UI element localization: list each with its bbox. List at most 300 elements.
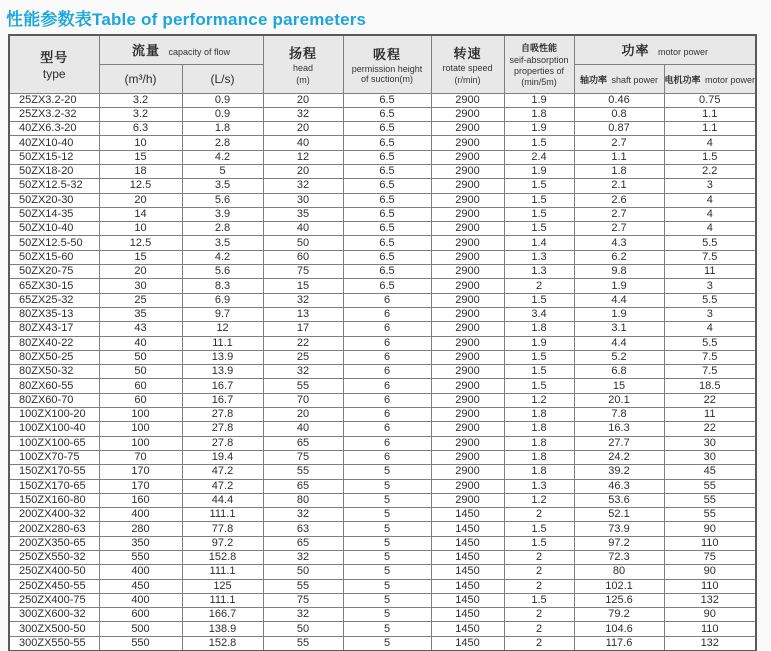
cell-model-type: 80ZX43-17 <box>9 322 99 336</box>
table-row <box>9 250 756 264</box>
cell-self-absorption: 1.4 <box>504 236 574 250</box>
header-flow-group <box>99 35 263 64</box>
cell-flow-ls: 5 <box>182 164 263 178</box>
cell-suction-height: 6.5 <box>343 93 431 107</box>
table-row <box>9 479 756 493</box>
cell-shaft-power: 20.1 <box>574 393 664 407</box>
cell-model-type: 40ZX6.3-20 <box>9 122 99 136</box>
cell-motor-power: 55 <box>664 508 756 522</box>
cell-flow-m3h: 30 <box>99 279 182 293</box>
cell-flow-ls: 27.8 <box>182 408 263 422</box>
cell-shaft-power: 16.3 <box>574 422 664 436</box>
cell-self-absorption: 1.9 <box>504 164 574 178</box>
cell-flow-ls: 27.8 <box>182 422 263 436</box>
header-power-zh: 功率 <box>621 42 650 58</box>
cell-motor-power: 4 <box>664 136 756 150</box>
cell-flow-ls: 166.7 <box>182 608 263 622</box>
cell-suction-height: 6 <box>343 350 431 364</box>
table-row <box>9 150 756 164</box>
cell-rotate-speed: 1450 <box>431 622 504 636</box>
cell-model-type: 80ZX60-70 <box>9 393 99 407</box>
cell-flow-m3h: 10 <box>99 136 182 150</box>
cell-model-type: 50ZX12.5-50 <box>9 236 99 250</box>
table-row <box>9 379 756 393</box>
cell-flow-ls: 5.6 <box>182 193 263 207</box>
cell-flow-ls: 16.7 <box>182 379 263 393</box>
table-row <box>9 636 756 651</box>
cell-rotate-speed: 1450 <box>431 551 504 565</box>
cell-self-absorption: 2 <box>504 622 574 636</box>
cell-suction-height: 5 <box>343 622 431 636</box>
cell-motor-power: 3 <box>664 279 756 293</box>
cell-flow-ls: 77.8 <box>182 522 263 536</box>
cell-suction-height: 5 <box>343 593 431 607</box>
cell-model-type: 65ZX30-15 <box>9 279 99 293</box>
cell-rotate-speed: 2900 <box>431 450 504 464</box>
cell-model-type: 50ZX20-75 <box>9 265 99 279</box>
cell-shaft-power: 0.46 <box>574 93 664 107</box>
cell-rotate-speed: 2900 <box>431 250 504 264</box>
cell-model-type: 100ZX70-75 <box>9 450 99 464</box>
table-row <box>9 465 756 479</box>
cell-self-absorption: 1.8 <box>504 107 574 121</box>
cell-motor-power: 90 <box>664 522 756 536</box>
cell-rotate-speed: 2900 <box>431 322 504 336</box>
cell-suction-height: 6 <box>343 365 431 379</box>
table-row <box>9 107 756 121</box>
cell-head: 22 <box>263 336 343 350</box>
cell-shaft-power: 3.1 <box>574 322 664 336</box>
header-flow-m3h: (m³/h) <box>99 64 182 93</box>
cell-suction-height: 6.5 <box>343 122 431 136</box>
cell-motor-power: 7.5 <box>664 350 756 364</box>
cell-flow-m3h: 100 <box>99 422 182 436</box>
cell-suction-height: 5 <box>343 536 431 550</box>
cell-model-type: 40ZX10-40 <box>9 136 99 150</box>
cell-self-absorption: 2 <box>504 579 574 593</box>
cell-motor-power: 4 <box>664 193 756 207</box>
cell-flow-ls: 19.4 <box>182 450 263 464</box>
cell-shaft-power: 24.2 <box>574 450 664 464</box>
cell-shaft-power: 79.2 <box>574 608 664 622</box>
cell-motor-power: 4 <box>664 322 756 336</box>
cell-suction-height: 6.5 <box>343 222 431 236</box>
cell-flow-ls: 13.9 <box>182 350 263 364</box>
header-flow-en: capacity of flow <box>168 46 230 57</box>
table-row <box>9 93 756 107</box>
cell-flow-m3h: 170 <box>99 479 182 493</box>
cell-flow-ls: 47.2 <box>182 465 263 479</box>
cell-suction-height: 6 <box>343 379 431 393</box>
cell-shaft-power: 4.4 <box>574 293 664 307</box>
cell-flow-m3h: 15 <box>99 250 182 264</box>
cell-motor-power: 1.5 <box>664 150 756 164</box>
cell-self-absorption: 1.3 <box>504 479 574 493</box>
cell-rotate-speed: 1450 <box>431 608 504 622</box>
cell-suction-height: 5 <box>343 508 431 522</box>
cell-shaft-power: 27.7 <box>574 436 664 450</box>
cell-self-absorption: 3.4 <box>504 307 574 321</box>
cell-suction-height: 6.5 <box>343 207 431 221</box>
cell-self-absorption: 2 <box>504 565 574 579</box>
cell-flow-m3h: 600 <box>99 608 182 622</box>
table-row <box>9 350 756 364</box>
cell-rotate-speed: 2900 <box>431 436 504 450</box>
cell-flow-ls: 27.8 <box>182 436 263 450</box>
cell-rotate-speed: 1450 <box>431 508 504 522</box>
cell-model-type: 50ZX20-30 <box>9 193 99 207</box>
cell-motor-power: 4 <box>664 207 756 221</box>
cell-flow-m3h: 6.3 <box>99 122 182 136</box>
cell-model-type: 25ZX3.2-32 <box>9 107 99 121</box>
cell-head: 13 <box>263 307 343 321</box>
cell-head: 55 <box>263 636 343 651</box>
cell-rotate-speed: 2900 <box>431 350 504 364</box>
table-row <box>9 122 756 136</box>
cell-shaft-power: 0.8 <box>574 107 664 121</box>
cell-suction-height: 5 <box>343 551 431 565</box>
cell-head: 32 <box>263 551 343 565</box>
cell-suction-height: 6.5 <box>343 265 431 279</box>
cell-suction-height: 5 <box>343 479 431 493</box>
cell-suction-height: 5 <box>343 565 431 579</box>
cell-shaft-power: 2.7 <box>574 136 664 150</box>
cell-suction-height: 6.5 <box>343 150 431 164</box>
cell-suction-height: 5 <box>343 608 431 622</box>
cell-model-type: 100ZX100-65 <box>9 436 99 450</box>
cell-motor-power: 30 <box>664 450 756 464</box>
cell-head: 40 <box>263 422 343 436</box>
header-speed-en: rotate speed <box>442 63 493 74</box>
cell-model-type: 200ZX400-32 <box>9 508 99 522</box>
header-motor-power <box>664 64 756 93</box>
cell-motor-power: 11 <box>664 408 756 422</box>
cell-head: 75 <box>263 265 343 279</box>
header-head-unit: (m) <box>296 74 310 85</box>
cell-shaft-power: 53.6 <box>574 493 664 507</box>
cell-self-absorption: 1.8 <box>504 408 574 422</box>
cell-model-type: 80ZX35-13 <box>9 307 99 321</box>
cell-suction-height: 6.5 <box>343 179 431 193</box>
header-flow-zh: 流量 <box>132 42 161 58</box>
cell-motor-power: 2.2 <box>664 164 756 178</box>
cell-suction-height: 6.5 <box>343 236 431 250</box>
cell-head: 20 <box>263 408 343 422</box>
cell-flow-ls: 4.2 <box>182 250 263 264</box>
cell-shaft-power: 52.1 <box>574 508 664 522</box>
cell-shaft-power: 0.87 <box>574 122 664 136</box>
cell-head: 55 <box>263 465 343 479</box>
cell-head: 20 <box>263 122 343 136</box>
table-row <box>9 336 756 350</box>
table-row <box>9 408 756 422</box>
cell-flow-ls: 97.2 <box>182 536 263 550</box>
header-type <box>9 35 99 93</box>
cell-motor-power: 0.75 <box>664 93 756 107</box>
cell-model-type: 25ZX3.2-20 <box>9 93 99 107</box>
table-row <box>9 193 756 207</box>
cell-suction-height: 6 <box>343 307 431 321</box>
cell-flow-ls: 11.1 <box>182 336 263 350</box>
cell-self-absorption: 2 <box>504 508 574 522</box>
table-row <box>9 164 756 178</box>
cell-head: 65 <box>263 536 343 550</box>
cell-suction-height: 6.5 <box>343 164 431 178</box>
cell-flow-ls: 9.7 <box>182 307 263 321</box>
cell-flow-ls: 16.7 <box>182 393 263 407</box>
cell-head: 35 <box>263 207 343 221</box>
cell-flow-ls: 5.6 <box>182 265 263 279</box>
cell-rotate-speed: 2900 <box>431 293 504 307</box>
cell-flow-m3h: 400 <box>99 565 182 579</box>
cell-shaft-power: 2.7 <box>574 222 664 236</box>
cell-rotate-speed: 2900 <box>431 150 504 164</box>
cell-model-type: 50ZX10-40 <box>9 222 99 236</box>
cell-flow-ls: 0.9 <box>182 93 263 107</box>
cell-shaft-power: 72.3 <box>574 551 664 565</box>
cell-flow-m3h: 50 <box>99 365 182 379</box>
cell-flow-ls: 111.1 <box>182 565 263 579</box>
cell-flow-ls: 152.8 <box>182 551 263 565</box>
cell-motor-power: 18.5 <box>664 379 756 393</box>
cell-flow-ls: 47.2 <box>182 479 263 493</box>
cell-head: 32 <box>263 179 343 193</box>
cell-self-absorption: 1.5 <box>504 379 574 393</box>
cell-motor-power: 110 <box>664 536 756 550</box>
cell-shaft-power: 7.8 <box>574 408 664 422</box>
cell-flow-ls: 3.5 <box>182 179 263 193</box>
table-row <box>9 265 756 279</box>
cell-shaft-power: 1.8 <box>574 164 664 178</box>
cell-model-type: 200ZX350-65 <box>9 536 99 550</box>
cell-suction-height: 6.5 <box>343 107 431 121</box>
cell-flow-ls: 8.3 <box>182 279 263 293</box>
header-suction-en: permission height of suction(m) <box>351 63 423 85</box>
cell-rotate-speed: 1450 <box>431 579 504 593</box>
cell-flow-m3h: 60 <box>99 393 182 407</box>
cell-flow-m3h: 70 <box>99 450 182 464</box>
cell-self-absorption: 1.5 <box>504 136 574 150</box>
table-row <box>9 608 756 622</box>
cell-shaft-power: 117.6 <box>574 636 664 651</box>
cell-self-absorption: 1.5 <box>504 536 574 550</box>
header-self-absorption <box>504 35 574 93</box>
table-row <box>9 279 756 293</box>
cell-suction-height: 6.5 <box>343 279 431 293</box>
cell-rotate-speed: 2900 <box>431 307 504 321</box>
cell-flow-m3h: 500 <box>99 622 182 636</box>
cell-self-absorption: 2 <box>504 551 574 565</box>
cell-self-absorption: 1.8 <box>504 450 574 464</box>
cell-flow-m3h: 10 <box>99 222 182 236</box>
cell-rotate-speed: 2900 <box>431 393 504 407</box>
cell-suction-height: 5 <box>343 636 431 651</box>
table-row <box>9 436 756 450</box>
cell-rotate-speed: 2900 <box>431 493 504 507</box>
cell-suction-height: 6 <box>343 450 431 464</box>
cell-head: 50 <box>263 565 343 579</box>
cell-suction-height: 6.5 <box>343 193 431 207</box>
cell-head: 32 <box>263 107 343 121</box>
cell-model-type: 300ZX550-55 <box>9 636 99 651</box>
cell-suction-height: 6 <box>343 336 431 350</box>
cell-head: 32 <box>263 608 343 622</box>
cell-flow-m3h: 550 <box>99 551 182 565</box>
cell-model-type: 65ZX25-32 <box>9 293 99 307</box>
cell-model-type: 250ZX550-32 <box>9 551 99 565</box>
cell-shaft-power: 1.9 <box>574 307 664 321</box>
cell-rotate-speed: 2900 <box>431 207 504 221</box>
cell-suction-height: 6 <box>343 422 431 436</box>
cell-head: 50 <box>263 622 343 636</box>
cell-rotate-speed: 2900 <box>431 379 504 393</box>
cell-self-absorption: 1.9 <box>504 336 574 350</box>
cell-model-type: 50ZX14-35 <box>9 207 99 221</box>
cell-model-type: 100ZX100-20 <box>9 408 99 422</box>
cell-flow-ls: 6.9 <box>182 293 263 307</box>
cell-flow-m3h: 100 <box>99 436 182 450</box>
cell-self-absorption: 1.2 <box>504 393 574 407</box>
cell-shaft-power: 9.8 <box>574 265 664 279</box>
cell-head: 60 <box>263 250 343 264</box>
cell-flow-m3h: 18 <box>99 164 182 178</box>
cell-model-type: 150ZX160-80 <box>9 493 99 507</box>
cell-head: 32 <box>263 293 343 307</box>
cell-motor-power: 90 <box>664 565 756 579</box>
cell-motor-power: 7.5 <box>664 365 756 379</box>
cell-shaft-power: 6.2 <box>574 250 664 264</box>
cell-flow-m3h: 3.2 <box>99 93 182 107</box>
cell-head: 55 <box>263 379 343 393</box>
cell-rotate-speed: 2900 <box>431 122 504 136</box>
cell-flow-ls: 125 <box>182 579 263 593</box>
cell-suction-height: 5 <box>343 579 431 593</box>
cell-suction-height: 6 <box>343 393 431 407</box>
cell-self-absorption: 1.5 <box>504 207 574 221</box>
cell-suction-height: 6 <box>343 408 431 422</box>
cell-head: 15 <box>263 279 343 293</box>
cell-motor-power: 1.1 <box>664 107 756 121</box>
cell-head: 70 <box>263 393 343 407</box>
cell-motor-power: 55 <box>664 493 756 507</box>
cell-model-type: 50ZX12.5-32 <box>9 179 99 193</box>
header-power-en: motor power <box>657 46 708 57</box>
cell-head: 32 <box>263 508 343 522</box>
cell-model-type: 300ZX600-32 <box>9 608 99 622</box>
cell-model-type: 80ZX50-32 <box>9 365 99 379</box>
cell-shaft-power: 97.2 <box>574 536 664 550</box>
cell-rotate-speed: 2900 <box>431 479 504 493</box>
table-row <box>9 136 756 150</box>
cell-head: 25 <box>263 350 343 364</box>
cell-flow-ls: 152.8 <box>182 636 263 651</box>
table-row <box>9 508 756 522</box>
cell-shaft-power: 102.1 <box>574 579 664 593</box>
table-row <box>9 536 756 550</box>
cell-rotate-speed: 1450 <box>431 522 504 536</box>
cell-motor-power: 110 <box>664 622 756 636</box>
table-row <box>9 322 756 336</box>
cell-motor-power: 7.5 <box>664 250 756 264</box>
performance-table <box>8 34 757 651</box>
cell-head: 55 <box>263 579 343 593</box>
cell-self-absorption: 1.5 <box>504 522 574 536</box>
cell-rotate-speed: 2900 <box>431 136 504 150</box>
table-row <box>9 622 756 636</box>
cell-motor-power: 22 <box>664 393 756 407</box>
cell-suction-height: 6.5 <box>343 250 431 264</box>
cell-flow-ls: 111.1 <box>182 593 263 607</box>
cell-flow-ls: 13.9 <box>182 365 263 379</box>
cell-rotate-speed: 1450 <box>431 636 504 651</box>
cell-flow-m3h: 12.5 <box>99 179 182 193</box>
cell-motor-power: 4 <box>664 222 756 236</box>
cell-head: 50 <box>263 236 343 250</box>
cell-self-absorption: 1.5 <box>504 193 574 207</box>
cell-head: 17 <box>263 322 343 336</box>
cell-suction-height: 5 <box>343 493 431 507</box>
cell-flow-ls: 3.9 <box>182 207 263 221</box>
cell-model-type: 50ZX18-20 <box>9 164 99 178</box>
cell-motor-power: 132 <box>664 636 756 651</box>
cell-flow-ls: 111.1 <box>182 508 263 522</box>
cell-flow-ls: 44.4 <box>182 493 263 507</box>
cell-flow-m3h: 280 <box>99 522 182 536</box>
cell-rotate-speed: 1450 <box>431 536 504 550</box>
cell-flow-m3h: 450 <box>99 579 182 593</box>
cell-self-absorption: 1.3 <box>504 265 574 279</box>
cell-model-type: 50ZX15-12 <box>9 150 99 164</box>
cell-rotate-speed: 2900 <box>431 236 504 250</box>
cell-head: 12 <box>263 150 343 164</box>
cell-flow-ls: 0.9 <box>182 107 263 121</box>
cell-head: 20 <box>263 93 343 107</box>
cell-self-absorption: 1.9 <box>504 93 574 107</box>
cell-flow-ls: 3.5 <box>182 236 263 250</box>
cell-flow-m3h: 400 <box>99 593 182 607</box>
cell-self-absorption: 2 <box>504 636 574 651</box>
cell-flow-m3h: 25 <box>99 293 182 307</box>
header-speed-zh: 转速 <box>453 46 482 62</box>
header-shaft-power-zh: 轴功率 <box>580 74 608 85</box>
cell-flow-m3h: 60 <box>99 379 182 393</box>
cell-head: 32 <box>263 365 343 379</box>
cell-motor-power: 1.1 <box>664 122 756 136</box>
cell-flow-m3h: 40 <box>99 336 182 350</box>
cell-rotate-speed: 2900 <box>431 222 504 236</box>
cell-head: 40 <box>263 222 343 236</box>
cell-rotate-speed: 2900 <box>431 408 504 422</box>
cell-motor-power: 132 <box>664 593 756 607</box>
cell-self-absorption: 1.8 <box>504 422 574 436</box>
cell-shaft-power: 39.2 <box>574 465 664 479</box>
cell-shaft-power: 80 <box>574 565 664 579</box>
cell-rotate-speed: 2900 <box>431 193 504 207</box>
cell-self-absorption: 1.2 <box>504 493 574 507</box>
header-head-en: head <box>292 63 314 74</box>
header-flow-ls: (L/s) <box>182 64 263 93</box>
cell-shaft-power: 73.9 <box>574 522 664 536</box>
cell-rotate-speed: 2900 <box>431 465 504 479</box>
cell-flow-m3h: 35 <box>99 307 182 321</box>
cell-motor-power: 90 <box>664 608 756 622</box>
cell-rotate-speed: 2900 <box>431 422 504 436</box>
table-row <box>9 393 756 407</box>
cell-motor-power: 55 <box>664 479 756 493</box>
cell-shaft-power: 4.3 <box>574 236 664 250</box>
cell-shaft-power: 1.1 <box>574 150 664 164</box>
cell-model-type: 200ZX280-63 <box>9 522 99 536</box>
